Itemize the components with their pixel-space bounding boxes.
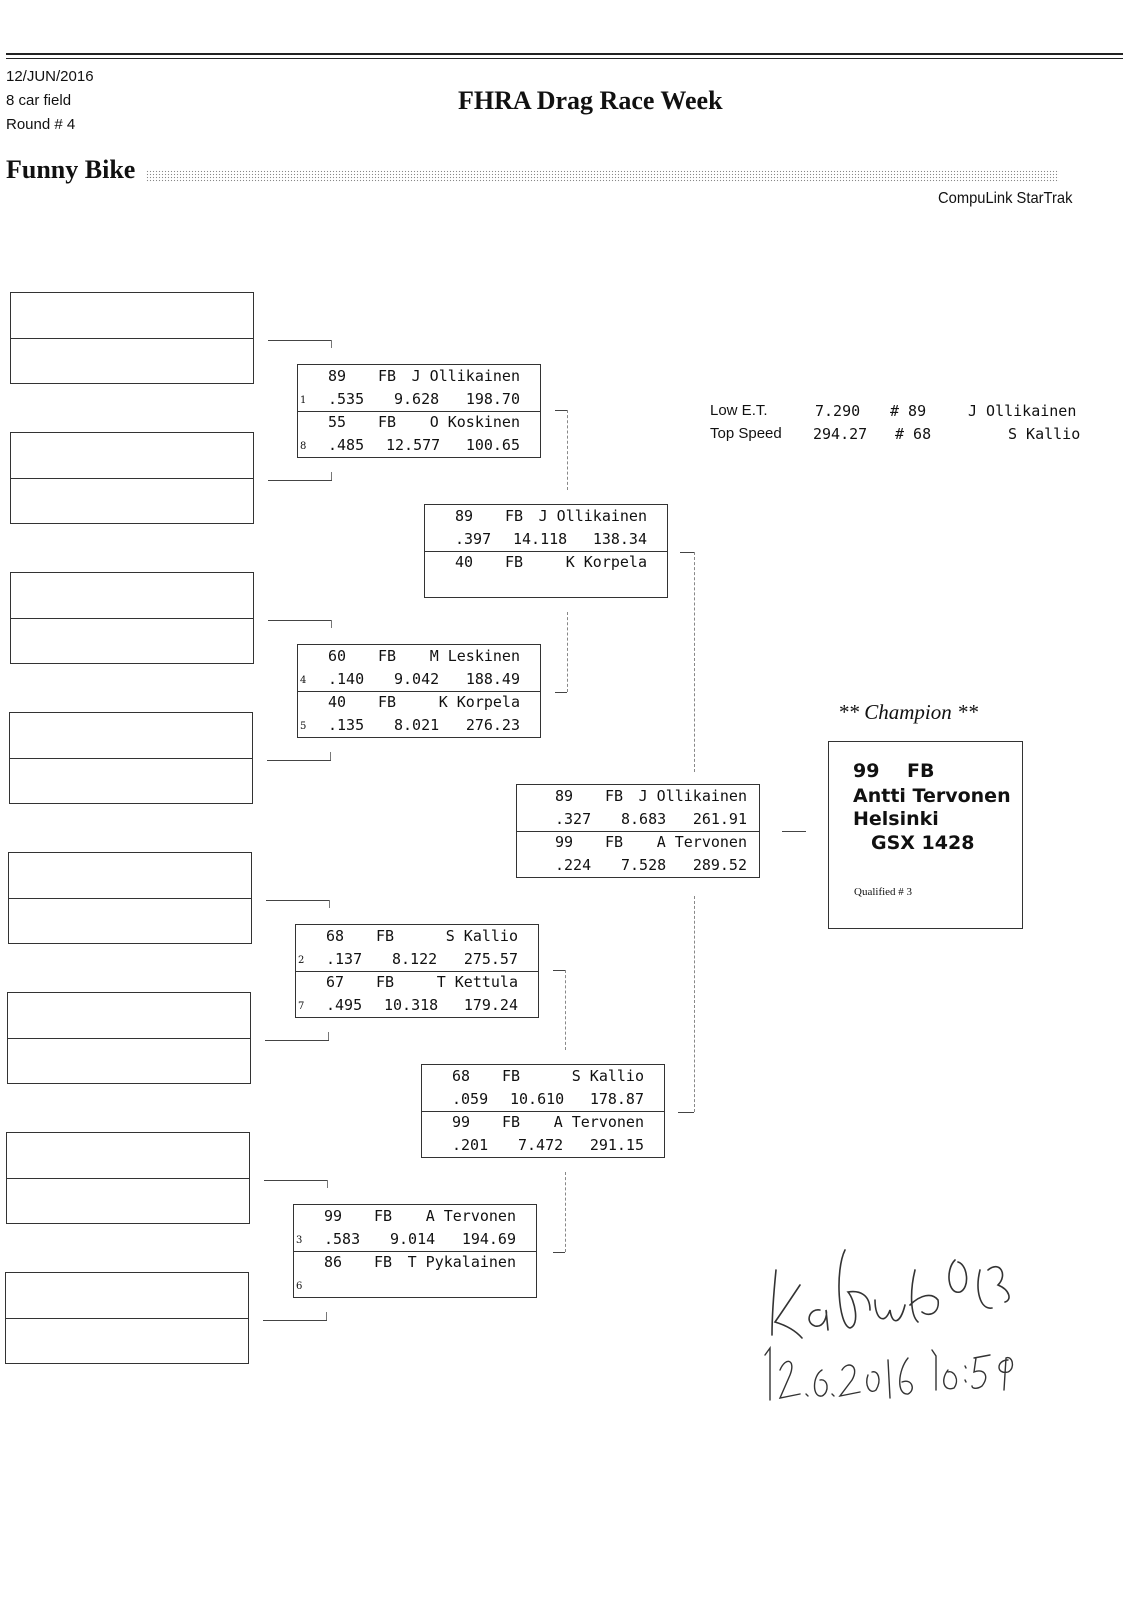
car-number: 86	[324, 1253, 343, 1271]
low-et-car: # 89	[890, 402, 927, 420]
empty-bracket-box	[9, 712, 253, 804]
connector-line	[567, 410, 568, 490]
seed-number: 4	[300, 675, 307, 686]
connector-line	[328, 1032, 329, 1040]
reaction-time: .535	[328, 390, 365, 408]
car-class: FB	[502, 1113, 521, 1131]
low-et-driver: J Ollikainen	[968, 402, 1077, 420]
car-number: 67	[326, 973, 345, 991]
header-rule-bottom	[6, 58, 1123, 59]
top-speed-driver: S Kallio	[1008, 425, 1081, 443]
elapsed-time: 10.318	[384, 996, 439, 1014]
driver-name: S Kallio	[445, 927, 518, 945]
connector-line	[265, 1040, 329, 1041]
connector-line	[266, 900, 330, 901]
connector-line	[327, 1180, 328, 1188]
elapsed-time: 12.577	[386, 436, 441, 454]
reaction-time: .495	[326, 996, 363, 1014]
class-name: Funny Bike	[6, 155, 136, 184]
field-size: 8 car field	[6, 92, 72, 109]
driver-name: S Kallio	[571, 1067, 644, 1085]
driver-name: J Ollikainen	[538, 507, 647, 525]
driver-name: K Korpela	[438, 693, 520, 711]
champion-city: Helsinki	[853, 808, 939, 830]
seed-number: 7	[298, 1001, 305, 1012]
speed: 291.15	[589, 1136, 644, 1154]
driver-name: A Tervonen	[553, 1113, 644, 1131]
reaction-time: .059	[452, 1090, 489, 1108]
vendor-label: CompuLink StarTrak	[938, 190, 1073, 207]
empty-bracket-box	[10, 572, 254, 664]
car-number: 99	[452, 1113, 471, 1131]
connector-line	[680, 552, 694, 553]
semifinal-matchup-1	[424, 504, 668, 598]
car-number: 89	[328, 367, 347, 385]
header-rule-top	[6, 53, 1123, 55]
car-class: FB	[378, 413, 397, 431]
car-class: FB	[376, 973, 395, 991]
top-speed-value: 294.27	[813, 425, 868, 443]
champion-name: Antti Tervonen	[853, 785, 1011, 807]
connector-line	[565, 970, 566, 1050]
champion-title: ** Champion **	[838, 700, 979, 724]
connector-line	[331, 472, 332, 480]
driver-name: T Kettula	[436, 973, 518, 991]
elapsed-time: 14.118	[513, 530, 568, 548]
connector-line	[555, 692, 567, 693]
connector-line	[694, 896, 695, 1112]
driver-name: J Ollikainen	[638, 787, 747, 805]
race-date: 12/JUN/2016	[6, 68, 94, 85]
reaction-time: .137	[326, 950, 363, 968]
connector-line	[553, 970, 565, 971]
speed: 276.23	[465, 716, 520, 734]
connector-line	[553, 1252, 565, 1253]
connector-line	[331, 620, 332, 628]
event-title: FHRA Drag Race Week	[458, 86, 723, 115]
car-class: FB	[505, 553, 524, 571]
empty-bracket-box	[7, 992, 251, 1084]
champion-qualified: Qualified # 3	[854, 886, 913, 898]
reaction-time: .327	[555, 810, 592, 828]
car-number: 40	[328, 693, 347, 711]
reaction-time: .135	[328, 716, 365, 734]
driver-name: O Koskinen	[429, 413, 520, 431]
speed: 275.57	[463, 950, 518, 968]
elapsed-time: 10.610	[510, 1090, 565, 1108]
speed: 188.49	[465, 670, 520, 688]
reaction-time: .397	[455, 530, 492, 548]
seed-number: 6	[296, 1281, 303, 1292]
top-speed-car: # 68	[895, 425, 932, 443]
driver-name: J Ollikainen	[411, 367, 520, 385]
car-class: FB	[374, 1207, 393, 1225]
connector-line	[678, 1112, 694, 1113]
low-et-value: 7.290	[815, 402, 861, 420]
empty-bracket-box	[6, 1132, 250, 1224]
car-class: FB	[378, 693, 397, 711]
dotted-leader	[146, 170, 1059, 182]
car-class: FB	[502, 1067, 521, 1085]
reaction-time: .201	[452, 1136, 489, 1154]
car-number: 68	[452, 1067, 471, 1085]
car-number: 99	[555, 833, 574, 851]
driver-name: M Leskinen	[429, 647, 520, 665]
car-number: 60	[328, 647, 347, 665]
elapsed-time: 7.472	[518, 1136, 564, 1154]
connector-line	[331, 340, 332, 348]
car-number: 40	[455, 553, 474, 571]
car-class: FB	[378, 647, 397, 665]
low-et-label: Low E.T.	[710, 402, 768, 419]
elapsed-time: 8.683	[621, 810, 667, 828]
speed: 289.52	[692, 856, 747, 874]
empty-bracket-box	[8, 852, 252, 944]
round1-matchup-3	[295, 924, 539, 1018]
elapsed-time: 9.014	[390, 1230, 436, 1248]
elapsed-time: 8.122	[392, 950, 438, 968]
connector-line	[694, 552, 695, 772]
top-speed-label: Top Speed	[710, 425, 782, 442]
driver-name: T Pykalainen	[407, 1253, 516, 1271]
car-class: FB	[374, 1253, 393, 1271]
connector-line	[330, 752, 331, 760]
car-class: FB	[505, 507, 524, 525]
speed: 138.34	[592, 530, 647, 548]
seed-number: 5	[300, 721, 307, 732]
connector-line	[326, 1312, 327, 1320]
semifinal-matchup-2	[421, 1064, 665, 1158]
connector-line	[555, 410, 567, 411]
connector-line	[565, 1172, 566, 1252]
car-number: 99	[324, 1207, 343, 1225]
car-class: FB	[605, 833, 624, 851]
final-matchup	[516, 784, 760, 878]
speed: 178.87	[589, 1090, 644, 1108]
champion-bike: GSX 1428	[871, 832, 975, 854]
car-class: FB	[605, 787, 624, 805]
champion-class: FB	[907, 760, 935, 782]
handwritten-signature	[760, 1230, 1060, 1410]
connector-line	[264, 1180, 328, 1181]
car-class: FB	[378, 367, 397, 385]
car-number: 89	[455, 507, 474, 525]
speed: 179.24	[463, 996, 518, 1014]
round1-matchup-4	[293, 1204, 537, 1298]
round1-matchup-2	[297, 644, 541, 738]
connector-line	[567, 612, 568, 692]
driver-name: A Tervonen	[656, 833, 747, 851]
speed: 100.65	[465, 436, 520, 454]
elapsed-time: 7.528	[621, 856, 667, 874]
empty-bracket-box	[10, 432, 254, 524]
connector-line	[268, 480, 332, 481]
car-number: 68	[326, 927, 345, 945]
round1-matchup-1	[297, 364, 541, 458]
reaction-time: .224	[555, 856, 592, 874]
elapsed-time: 9.628	[394, 390, 440, 408]
seed-number: 1	[300, 395, 307, 406]
driver-name: A Tervonen	[425, 1207, 516, 1225]
speed: 194.69	[461, 1230, 516, 1248]
champion-car: 99	[853, 760, 880, 782]
car-number: 89	[555, 787, 574, 805]
reaction-time: .140	[328, 670, 365, 688]
car-class: FB	[376, 927, 395, 945]
speed: 198.70	[465, 390, 520, 408]
empty-bracket-box	[10, 292, 254, 384]
connector-line	[782, 831, 806, 832]
empty-bracket-box	[5, 1272, 249, 1364]
connector-line	[268, 340, 332, 341]
connector-line	[268, 620, 332, 621]
reaction-time: .583	[324, 1230, 361, 1248]
reaction-time: .485	[328, 436, 365, 454]
seed-number: 2	[298, 955, 305, 966]
elapsed-time: 9.042	[394, 670, 440, 688]
elapsed-time: 8.021	[394, 716, 440, 734]
car-number: 55	[328, 413, 347, 431]
connector-line	[267, 760, 331, 761]
seed-number: 3	[296, 1235, 303, 1246]
connector-line	[329, 900, 330, 908]
driver-name: K Korpela	[565, 553, 647, 571]
seed-number: 8	[300, 441, 307, 452]
connector-line	[263, 1320, 327, 1321]
speed: 261.91	[692, 810, 747, 828]
round-number: Round # 4	[6, 116, 76, 133]
